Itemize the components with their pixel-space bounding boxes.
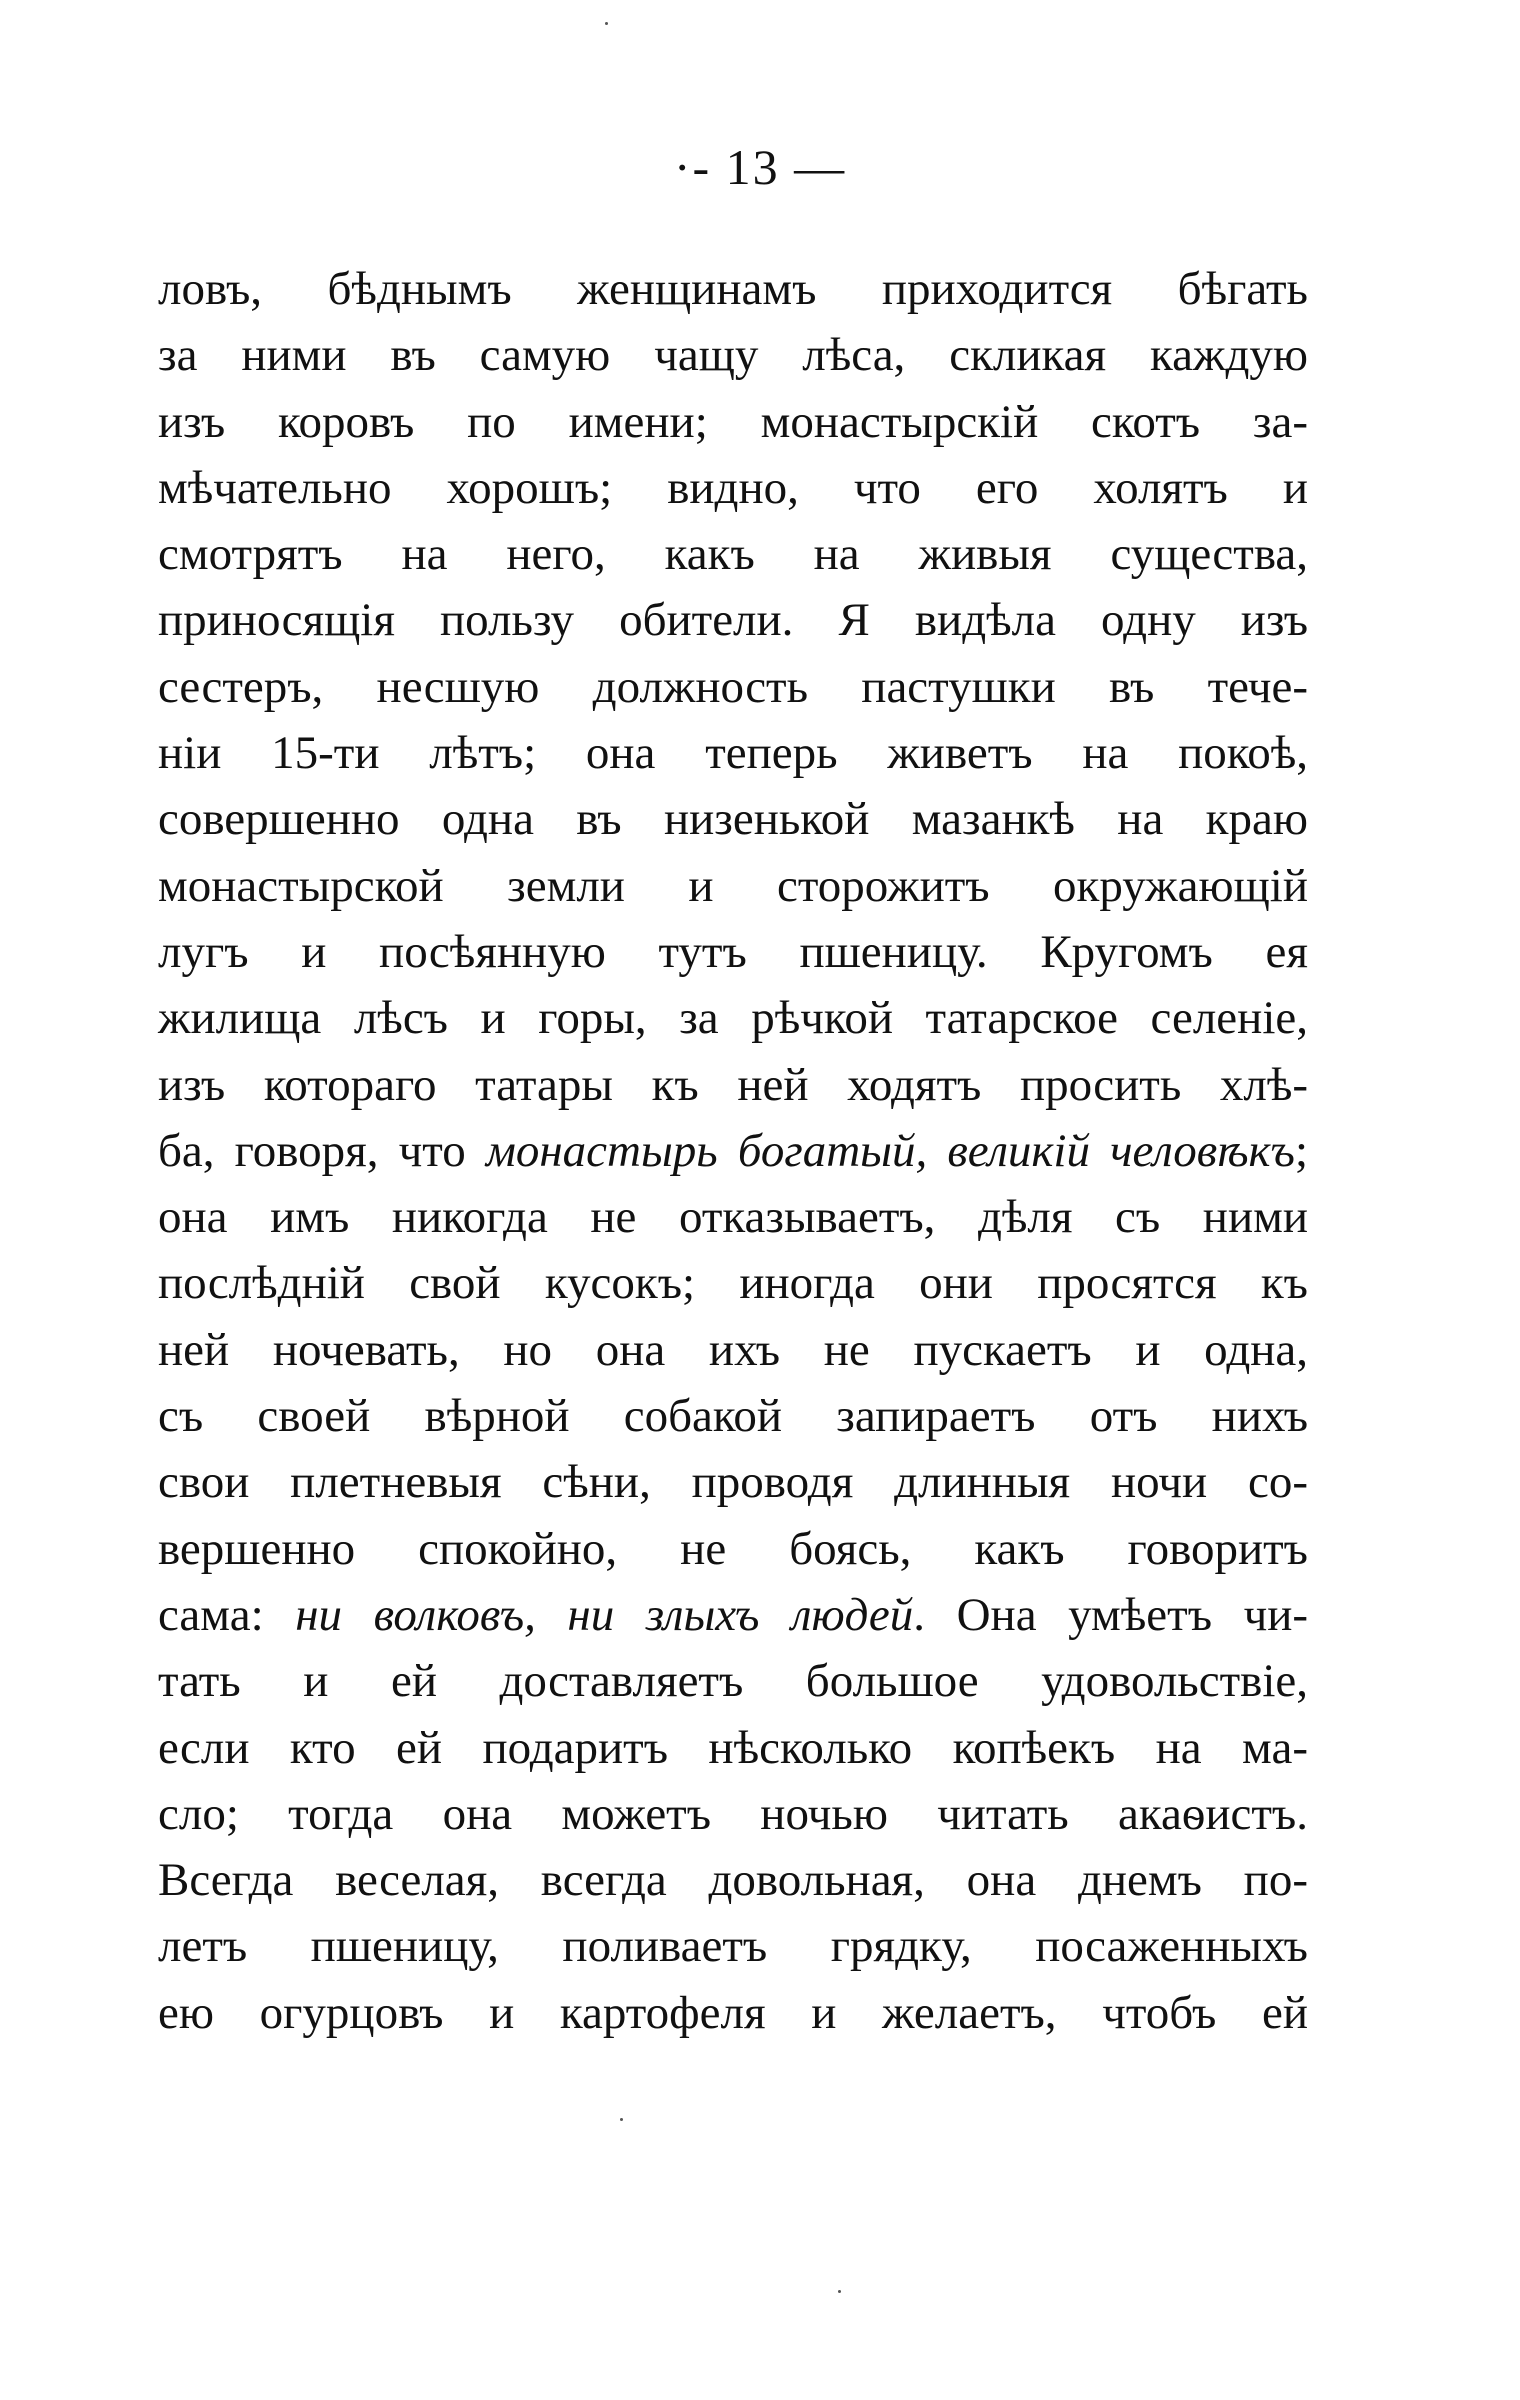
text-run: она имъ никогда не отказываетъ, дѣля съ ними — [158, 1191, 1308, 1244]
text-line — [158, 389, 1308, 455]
body-text — [158, 256, 1308, 2046]
text-line — [158, 985, 1308, 1051]
print-speck — [838, 2290, 841, 2293]
italic-phrase: ни волковъ, ни злыхъ людей — [295, 1588, 914, 1641]
text-run: совершенно одна въ низенькой мазанкѣ на краю — [158, 793, 1308, 846]
text-run: сестеръ, несшую должность пастушки въ тече- — [158, 660, 1308, 713]
text-line — [158, 322, 1308, 388]
text-run: послѣдній свой кусокъ; иногда они просятся къ — [158, 1257, 1308, 1310]
text-run: изъ котораго татары къ ней ходятъ просить хлѣ- — [158, 1058, 1308, 1111]
text-line — [158, 1913, 1308, 1979]
text-line — [158, 1781, 1308, 1847]
text-run: ловъ, бѣднымъ женщинамъ приходится бѣгать — [158, 263, 1308, 315]
text-run: за ними въ самую чащу лѣса, скликая каждую — [158, 329, 1308, 382]
text-run: сама: — [158, 1588, 296, 1641]
text-line — [158, 587, 1308, 653]
text-line — [158, 1715, 1308, 1781]
text-line — [158, 455, 1308, 521]
page-number: ·- 13 — — [673, 139, 847, 195]
text-run: летъ пшеницу, поливаетъ грядку, посаженныхъ — [158, 1920, 1308, 1973]
text-run: сло; тогда она можетъ ночью читать акаѳистъ. — [158, 1787, 1308, 1840]
text-run: если кто ей подаритъ нѣсколько копѣекъ на ма- — [158, 1721, 1308, 1774]
text-line — [158, 1582, 1308, 1648]
text-line — [158, 1648, 1308, 1714]
text-line — [158, 1052, 1308, 1118]
text-line — [158, 1980, 1308, 2046]
text-line — [158, 720, 1308, 786]
text-line — [158, 1516, 1308, 1582]
text-line — [158, 1449, 1308, 1515]
text-run: ніи 15-ти лѣтъ; она теперь живетъ на покоѣ, — [158, 727, 1308, 780]
text-run: монастырской земли и сторожитъ окружающій — [158, 859, 1308, 912]
italic-phrase: монастырь богатый, великій человѣкъ — [485, 1124, 1295, 1177]
text-run: смотрятъ на него, какъ на живыя существа, — [158, 528, 1308, 581]
text-line — [158, 919, 1308, 985]
text-line — [158, 654, 1308, 720]
text-run: приносящія пользу обители. Я видѣла одну изъ — [158, 594, 1308, 647]
text-run: изъ коровъ по имени; монастырскій скотъ за- — [158, 395, 1308, 448]
text-line — [158, 521, 1308, 587]
text-run: ба, говоря, что — [158, 1124, 486, 1177]
text-run: свои плетневыя сѣни, проводя длинныя ночи со- — [158, 1456, 1308, 1509]
text-run: лугъ и посѣянную тутъ пшеницу. Кругомъ ея — [158, 925, 1308, 978]
text-run: ; — [1294, 1124, 1308, 1177]
text-run: ней ночевать, но она ихъ не пускаетъ и одна, — [158, 1323, 1308, 1376]
text-run: . Она умѣетъ чи- — [913, 1588, 1309, 1641]
text-line — [158, 853, 1308, 919]
text-line — [158, 1184, 1308, 1250]
text-line — [158, 256, 1308, 322]
text-run: съ своей вѣрной собакой запираетъ отъ нихъ — [158, 1390, 1308, 1443]
text-line — [158, 1250, 1308, 1316]
print-speck — [605, 22, 608, 25]
text-run: ею огурцовъ и картофеля и желаетъ, чтобъ ей — [158, 1986, 1308, 2039]
text-run: тать и ей доставляетъ большое удовольствіе, — [158, 1655, 1308, 1708]
text-run: Всегда веселая, всегда довольная, она днемъ по- — [158, 1854, 1308, 1907]
text-line — [158, 1118, 1308, 1184]
text-run: жилища лѣсъ и горы, за рѣчкой татарское селеніе, — [158, 992, 1308, 1045]
text-run: вершенно спокойно, не боясь, какъ говоритъ — [158, 1522, 1308, 1575]
print-speck — [620, 2118, 623, 2121]
text-line — [158, 786, 1308, 852]
text-line — [158, 1317, 1308, 1383]
text-line — [158, 1383, 1308, 1449]
text-run: мѣчательно хорошъ; видно, что его холятъ и — [158, 461, 1308, 514]
text-line — [158, 1847, 1308, 1913]
